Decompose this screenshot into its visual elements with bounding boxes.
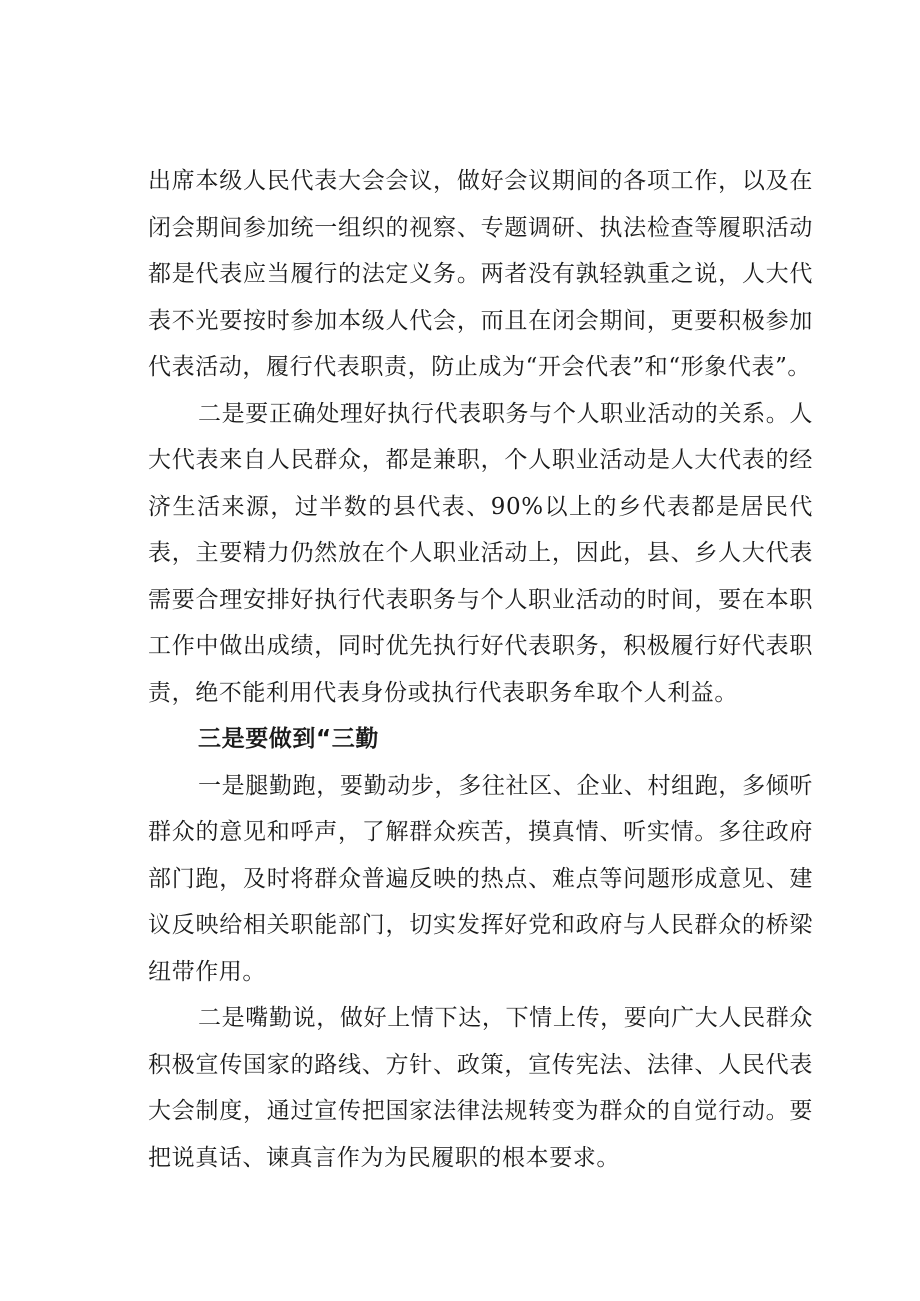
paragraph-3: 一是腿勤跑，要勤动步，多往社区、企业、村组跑，多倾听群众的意见和呼声，了解群众疾苦，摸真情、听实情。多往政府部门跑，及时将群众普遍反映的热点、难点等问题形成意见、建议反映给相关职能部门，切实发挥好党和政府与人民群众的桥梁纽带作用。 [148, 772, 813, 985]
paragraph-2: 二是要正确处理好执行代表职务与个人职业活动的关系。人大代表来自人民群众，都是兼职，个人职业活动是人大代表的经济生活来源，过半数的县代表、90%以上的乡代表都是居民代表，主要精力仍然放在个人职业活动上，因此，县、乡人大代表需要合理安排好执行代表职务与个人职业活动的时间，要在本职工作中做出成绩，同时优先执行好代表职务，积极履行好代表职责，绝不能利用代表身份或执行代表职务牟取个人利益。 [148, 400, 813, 706]
document-body [148, 158, 813, 1181]
section-heading: 三是要做到“三勤 [198, 726, 379, 752]
paragraph-1: 出席本级人民代表大会会议，做好会议期间的各项工作，以及在闭会期间参加统一组织的视察、专题调研、执法检查等履职活动都是代表应当履行的法定义务。两者没有孰轻孰重之说，人大代表不光要按时参加本级人代会，而且在闭会期间，更要积极参加代表活动，履行代表职责，防止成为“开会代表”和“形象代表”。 [148, 168, 813, 380]
paragraph-4: 二是嘴勤说，做好上情下达，下情上传，要向广大人民群众积极宣传国家的路线、方针、政策，宣传宪法、法律、人民代表大会制度，通过宣传把国家法律法规转变为群众的自觉行动。要把说真话、谏真言作为为民履职的根本要求。 [148, 1005, 813, 1171]
